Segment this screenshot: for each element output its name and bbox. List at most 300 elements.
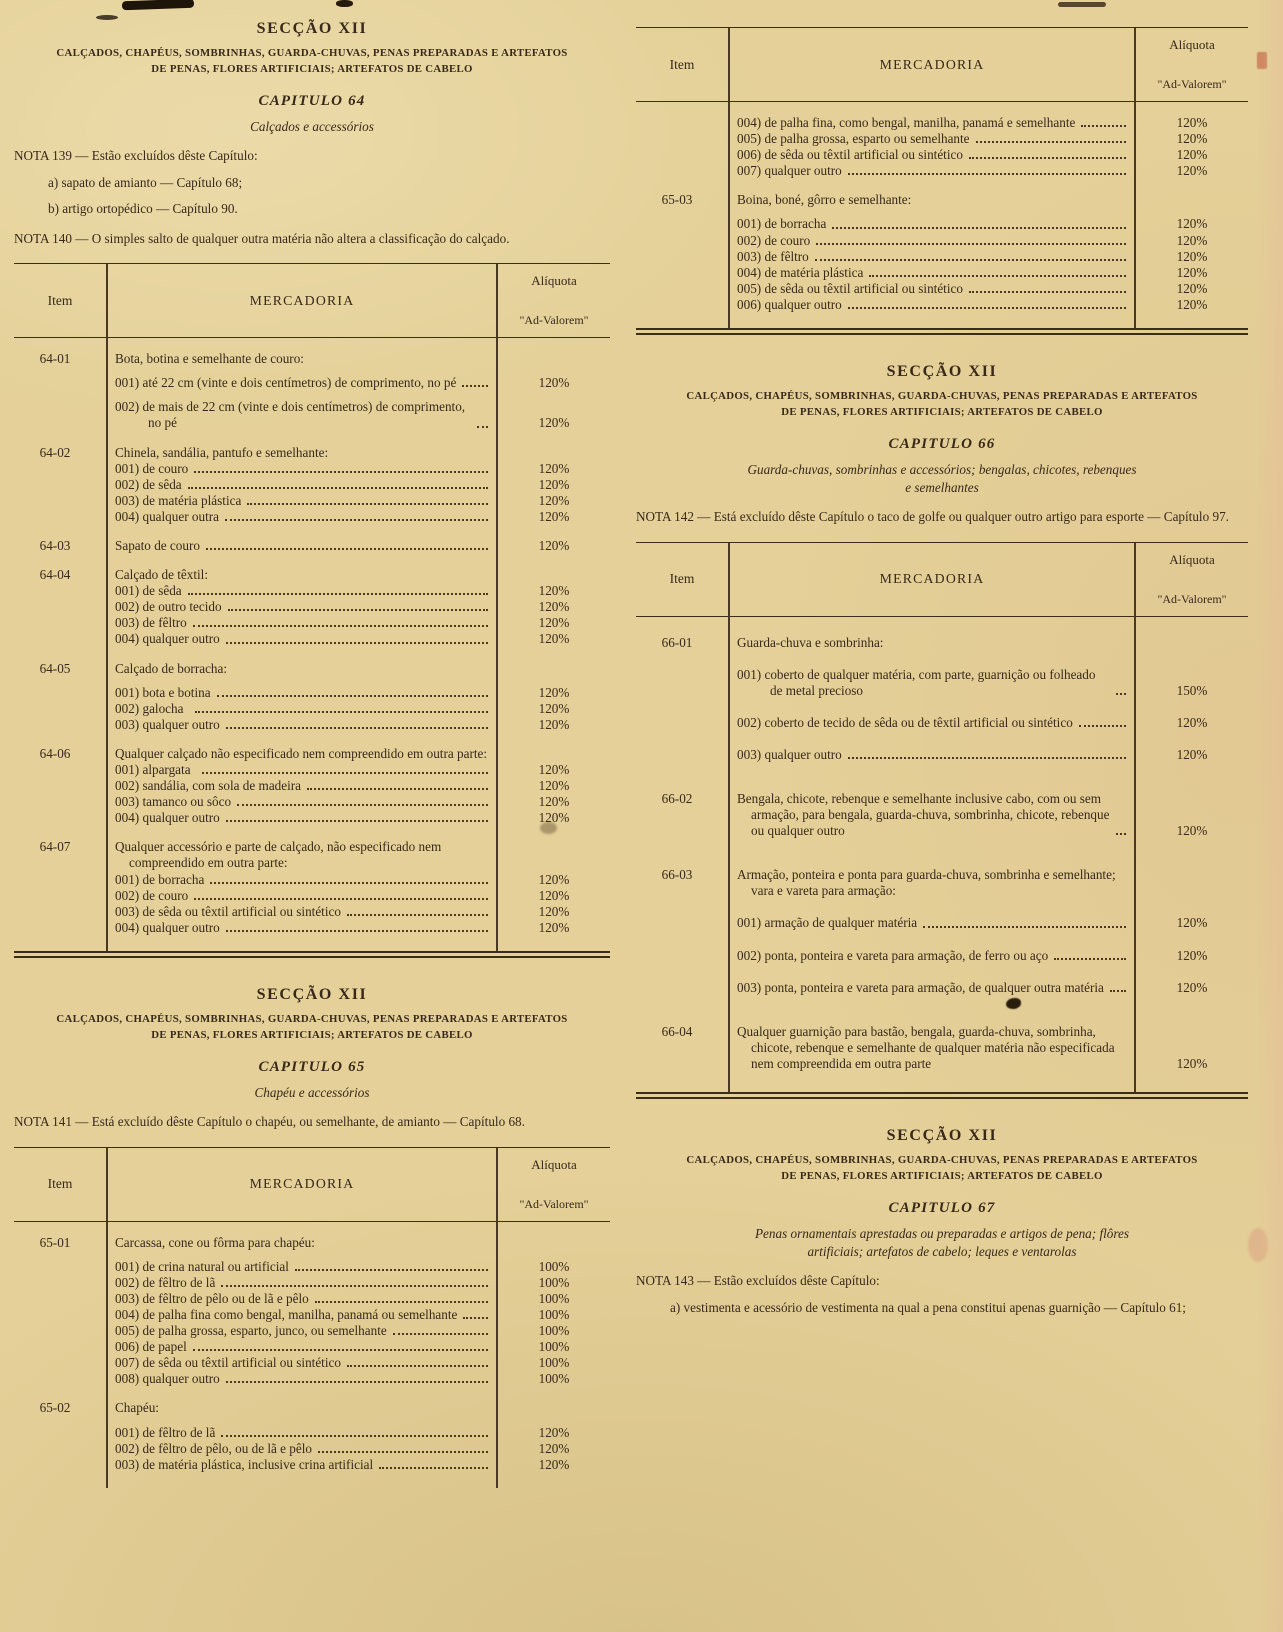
entry-text: 003) ponta, ponteira e vareta para armação, de qualquer outra matéria	[737, 979, 1104, 995]
table-entry-row	[14, 375, 610, 391]
aliquota-value: 120%	[1176, 1055, 1208, 1071]
entry	[728, 948, 1136, 964]
item-code: 64-04	[39, 567, 71, 583]
entry	[106, 631, 498, 647]
entry-text: Calçado de têxtil:	[115, 567, 209, 583]
dot-leader	[226, 631, 488, 643]
entry	[728, 980, 1136, 996]
table-entry-row	[14, 615, 610, 631]
aliquota-cell	[1136, 791, 1248, 839]
entry	[106, 351, 498, 367]
dot-leader	[393, 1323, 488, 1335]
header-advalorem-label: "Ad-Valorem"	[1157, 77, 1227, 91]
dot-leader	[217, 685, 488, 697]
entry-text: Qualquer guarnição para bastão, bengala, guarda-chuva, sombrinha, chicote, rebenque e semelhante de qualquer matéria não especificada nem compreendida em outra parte	[737, 1023, 1115, 1071]
dot-leader	[193, 615, 488, 627]
header-advalorem-label: "Ad-Valorem"	[1157, 591, 1227, 606]
entry-text: 002) de outro tecido	[115, 599, 222, 615]
header-advalorem-label: "Ad-Valorem"	[519, 313, 589, 328]
table-entry-row	[14, 920, 610, 936]
table-entry-row	[14, 1259, 610, 1275]
chapter-header	[14, 1059, 610, 1102]
tariff-table	[14, 1147, 610, 1488]
table-entry-row	[14, 631, 610, 647]
chapter-subtitle-line: Guarda-chuvas, sombrinhas e accessórios; bengalas, chicotes, rebenques	[747, 462, 1137, 478]
table-entry-row	[14, 904, 610, 920]
aliquota-cell	[498, 599, 610, 615]
aliquota-value: 120%	[538, 810, 570, 826]
aliquota-value: 120%	[1176, 163, 1208, 179]
header-mercadoria-label: MERCADORIA	[879, 571, 985, 587]
column-rule-left	[728, 28, 730, 328]
entry-text: Bengala, chicote, rebenque e semelhante inclusive cabo, com ou sem armação, para bengala, guarda-chuva, sombrinha, chicote, rebenque ou qualquer outro	[737, 790, 1110, 839]
header-aliquota-label: Alíquota	[531, 1156, 577, 1172]
aliquota-value: 100%	[538, 1339, 570, 1355]
section-header	[14, 20, 610, 77]
entry-text: 001) de crina natural ou artificial	[115, 1258, 289, 1274]
aliquota-cell	[1136, 1024, 1248, 1072]
entry-text: 001) de couro	[115, 460, 189, 476]
entry	[106, 1339, 498, 1355]
header-aliquota	[498, 1148, 610, 1221]
section-title: SECÇÃO XII	[886, 1127, 998, 1145]
table-entry-row	[14, 810, 610, 826]
aliquota-cell	[498, 538, 610, 554]
dot-leader	[202, 762, 488, 774]
aliquota-value: 150%	[1176, 682, 1208, 698]
aliquota-cell	[498, 685, 610, 701]
aliquota-cell	[1136, 948, 1248, 964]
item-code: 65-02	[39, 1400, 71, 1416]
aliquota-value: 120%	[538, 460, 570, 476]
entry	[728, 667, 1136, 699]
entry-text: Armação, ponteira e ponta para guarda-chuva, sombrinha e semelhante; vara e vareta para armação:	[737, 867, 1116, 899]
entry-text: 006) qualquer outro	[737, 296, 842, 312]
section-title: SECÇÃO XII	[886, 363, 998, 381]
aliquota-value: 120%	[538, 903, 570, 919]
aliquota-cell	[498, 717, 610, 733]
entry	[106, 493, 498, 509]
chapter-title: CAPITULO 64	[258, 93, 366, 110]
section-subtitle-line: CALÇADOS, CHAPÉUS, SOMBRINHAS, GUARDA-CHUVAS, PENAS PREPARADAS E ARTEFATOS	[686, 390, 1198, 403]
aliquota-value: 120%	[538, 631, 570, 647]
chapter-title: CAPITULO 67	[888, 1200, 996, 1217]
aliquota-cell	[498, 567, 610, 583]
dot-leader	[832, 216, 1126, 228]
item-code	[14, 794, 106, 810]
item-code	[14, 810, 106, 826]
header-item-label: Item	[669, 56, 695, 72]
item-code: 64-03	[39, 537, 71, 553]
aliquota-cell	[498, 1323, 610, 1339]
table-entry-row	[14, 778, 610, 794]
dot-leader	[1116, 791, 1126, 835]
aliquota-cell	[498, 615, 610, 631]
aliquota-value: 120%	[538, 415, 570, 431]
aliquota-cell	[498, 583, 610, 599]
aliquota-cell	[498, 1275, 610, 1291]
item-code	[14, 920, 106, 936]
dot-leader	[848, 163, 1126, 175]
item-code	[14, 631, 106, 647]
item-code	[636, 948, 728, 964]
entry-text: 007) qualquer outro	[737, 163, 842, 179]
table-entry-row	[14, 493, 610, 509]
tariff-table	[636, 542, 1248, 1100]
aliquota-value: 100%	[538, 1355, 570, 1371]
item-code	[14, 1355, 106, 1371]
dot-leader	[462, 375, 488, 387]
dot-leader	[1054, 948, 1126, 960]
dot-leader	[307, 778, 488, 790]
entry	[728, 747, 1136, 763]
dot-leader	[1110, 980, 1126, 992]
entry	[106, 810, 498, 826]
entry	[728, 147, 1136, 163]
dot-leader	[969, 281, 1126, 293]
entry-text: 002) de couro	[737, 232, 811, 248]
aliquota-cell	[498, 1291, 610, 1307]
entry	[106, 920, 498, 936]
aliquota-cell	[498, 631, 610, 647]
dot-leader	[848, 747, 1126, 759]
aliquota-cell	[498, 1400, 610, 1416]
entry	[106, 685, 498, 701]
two-column-layout	[14, 12, 1273, 1488]
dot-leader	[206, 538, 488, 550]
header-mercadoria-label: MERCADORIA	[249, 1176, 355, 1192]
entry-text: 001) coberto de qualquer matéria, com parte, guarnição ou folheado de metal precioso	[737, 666, 1096, 698]
table-entry-row	[14, 599, 610, 615]
entry-text: 003) qualquer outro	[737, 746, 842, 762]
item-code	[636, 915, 728, 931]
item-code: 64-02	[39, 444, 71, 460]
entry	[106, 599, 498, 615]
aliquota-cell	[1136, 192, 1248, 208]
entry-text: 004) qualquer outro	[115, 810, 220, 826]
entry	[106, 717, 498, 733]
table-entry-row	[14, 685, 610, 701]
entry-text: 008) qualquer outro	[115, 1371, 220, 1387]
item-code	[636, 265, 728, 281]
aliquota-value: 120%	[1176, 947, 1208, 963]
section-subtitle-line: CALÇADOS, CHAPÉUS, SOMBRINHAS, GUARDA-CHUVAS, PENAS PREPARADAS E ARTEFATOS	[56, 47, 568, 59]
aliquota-cell	[1136, 216, 1248, 232]
table-entry-row	[14, 399, 610, 431]
aliquota-cell	[498, 1259, 610, 1275]
entry-text: Qualquer calçado não especificado nem compreendido em outra parte:	[115, 745, 488, 761]
item-code	[636, 297, 728, 313]
column-rule-right	[496, 264, 498, 951]
dot-leader	[463, 1307, 488, 1319]
note-item: a) sapato de amianto — Capítulo 68;	[48, 174, 243, 190]
entry	[728, 163, 1136, 179]
aliquota-cell	[498, 888, 610, 904]
aliquota-value: 120%	[1176, 115, 1208, 130]
item-code	[14, 1441, 106, 1457]
table-entry-row	[14, 661, 610, 677]
item-code: 66-03	[661, 867, 693, 883]
entry	[106, 762, 498, 778]
aliquota-cell	[498, 778, 610, 794]
aliquota-cell	[1136, 980, 1248, 996]
aliquota-value: 120%	[538, 871, 570, 887]
table-entry-row	[14, 762, 610, 778]
entry-text: 001) de sêda	[115, 583, 182, 599]
table-entry-row	[14, 1235, 610, 1251]
entry	[728, 265, 1136, 281]
aliquota-value: 120%	[1176, 264, 1208, 280]
entry	[106, 746, 498, 762]
entry-text: 006) de papel	[115, 1339, 187, 1355]
item-code	[14, 493, 106, 509]
section-subtitle-line: DE PENAS, FLORES ARTIFICIAIS; ARTEFATOS DE CABELO	[781, 1170, 1103, 1183]
entry	[106, 1323, 498, 1339]
entry	[106, 839, 498, 871]
aliquota-cell	[498, 1371, 610, 1387]
dot-leader	[295, 1259, 488, 1271]
entry	[728, 715, 1136, 731]
aliquota-cell	[498, 493, 610, 509]
table-body	[14, 1222, 610, 1488]
entry-text: 001) armação de qualquer matéria	[737, 915, 918, 931]
header-advalorem-label: "Ad-Valorem"	[519, 1196, 589, 1211]
entry	[106, 661, 498, 677]
entry	[106, 888, 498, 904]
aliquota-cell	[1136, 115, 1248, 131]
aliquota-cell	[1136, 915, 1248, 931]
header-aliquota-label: Alíquota	[1169, 551, 1215, 567]
dot-leader	[869, 265, 1126, 277]
aliquota-value: 120%	[538, 778, 570, 794]
item-code	[14, 904, 106, 920]
chapter-header	[14, 93, 610, 136]
entry-text: 003) de fêltro	[737, 248, 809, 264]
entry-text: 002) de mais de 22 cm (vinte e dois centímetros) de comprimento, no pé	[115, 399, 466, 431]
item-code	[14, 701, 106, 717]
item-code	[14, 509, 106, 525]
right-column	[636, 12, 1248, 1488]
item-code: 66-02	[661, 790, 693, 806]
entry-text: 006) de sêda ou têxtil artificial ou sintético	[737, 147, 963, 163]
note-item: b) artigo ortopédico — Capítulo 90.	[48, 201, 238, 217]
aliquota-cell	[1136, 131, 1248, 147]
aliquota-cell	[1136, 281, 1248, 297]
table-entry-row	[14, 794, 610, 810]
section-header	[636, 363, 1248, 420]
chapter-header	[636, 436, 1248, 497]
section-subtitle-line: DE PENAS, FLORES ARTIFICIAIS; ARTEFATOS DE CABELO	[781, 406, 1103, 419]
aliquota-value: 120%	[538, 700, 570, 716]
aliquota-cell	[498, 1457, 610, 1473]
aliquota-cell	[498, 1425, 610, 1441]
item-code: 65-03	[661, 192, 693, 208]
table-entry-row	[14, 1307, 610, 1323]
aliquota-cell	[498, 794, 610, 810]
note-paragraph: NOTA 140 — O simples salto de qualquer outra matéria não altera a classificação do calçado.	[14, 230, 510, 246]
aliquota-value: 120%	[538, 762, 570, 777]
item-code: 66-01	[661, 634, 693, 650]
section-subtitle-line: CALÇADOS, CHAPÉUS, SOMBRINHAS, GUARDA-CHUVAS, PENAS PREPARADAS E ARTEFATOS	[686, 1154, 1198, 1167]
entry-text: 004) qualquer outra	[115, 508, 219, 524]
table-entry-row	[14, 567, 610, 583]
item-code	[636, 249, 728, 265]
table-entry-row	[14, 888, 610, 904]
note-paragraph: NOTA 142 — Está excluído dêste Capítulo o taco de golfe ou qualquer outro artigo para esporte — Capítulo 97.	[636, 509, 1229, 525]
table-header	[14, 1148, 610, 1222]
aliquota-value: 120%	[1176, 131, 1208, 147]
entry	[106, 701, 498, 717]
item-code	[636, 747, 728, 763]
aliquota-cell	[1136, 867, 1248, 899]
dot-leader	[188, 583, 488, 595]
note-paragraph: NOTA 139 — Estão excluídos dêste Capítulo:	[14, 148, 258, 164]
aliquota-cell	[498, 1235, 610, 1251]
aliquota-value: 100%	[538, 1258, 570, 1274]
table-entry-row	[14, 717, 610, 733]
entry	[106, 1425, 498, 1441]
section-title: SECÇÃO XII	[256, 20, 368, 37]
tariff-table	[636, 27, 1248, 335]
dot-leader	[225, 509, 488, 521]
aliquota-value: 100%	[538, 1323, 570, 1339]
item-code	[14, 872, 106, 888]
entry-text: 002) coberto de tecido de sêda ou de têxtil artificial ou sintético	[737, 714, 1073, 730]
item-code	[14, 1275, 106, 1291]
dot-leader	[1116, 667, 1126, 695]
dot-leader	[226, 717, 488, 729]
aliquota-cell	[1136, 715, 1248, 731]
item-code	[636, 163, 728, 179]
aliquota-cell	[498, 762, 610, 778]
item-code	[14, 599, 106, 615]
aliquota-cell	[1136, 265, 1248, 281]
chapter-subtitle-line: e semelhantes	[905, 480, 979, 496]
dot-leader	[318, 1441, 488, 1453]
entry	[106, 615, 498, 631]
item-code	[14, 615, 106, 631]
chapter-subtitle-line: Chapéu e accessórios	[254, 1085, 370, 1101]
aliquota-cell	[498, 375, 610, 391]
entry-text: 003) de matéria plástica, inclusive crina artificial	[115, 1456, 374, 1472]
entry-text: Sapato de couro	[115, 537, 200, 553]
header-aliquota-label: Alíquota	[1169, 37, 1215, 52]
item-code	[636, 715, 728, 731]
item-code	[14, 1259, 106, 1275]
item-code: 64-05	[39, 660, 71, 676]
aliquota-value: 100%	[538, 1274, 570, 1290]
aliquota-value: 120%	[538, 583, 570, 599]
entry	[106, 1291, 498, 1307]
table-body	[14, 338, 610, 951]
section-subtitle-line: CALÇADOS, CHAPÉUS, SOMBRINHAS, GUARDA-CHUVAS, PENAS PREPARADAS E ARTEFATOS	[56, 1012, 568, 1025]
item-code	[14, 375, 106, 391]
aliquota-cell	[1136, 635, 1248, 651]
aliquota-value: 120%	[1176, 296, 1208, 312]
section-subtitle-line: DE PENAS, FLORES ARTIFICIAIS; ARTEFATOS DE CABELO	[151, 63, 473, 76]
entry	[106, 375, 498, 391]
entry-text: 001) até 22 cm (vinte e dois centímetros) de comprimento, no pé	[115, 375, 457, 391]
table-entry-row	[14, 1291, 610, 1307]
aliquota-value: 120%	[538, 794, 570, 810]
entry-text: Qualquer accessório e parte de calçado, não especificado nem compreendido em outra parte:	[115, 839, 442, 871]
aliquota-value: 100%	[538, 1371, 570, 1387]
aliquota-value: 120%	[538, 1424, 570, 1440]
item-code	[636, 233, 728, 249]
note-paragraph: NOTA 141 — Está excluído dêste Capítulo o chapéu, ou semelhante, de amianto — Capítulo 68.	[14, 1114, 525, 1130]
aliquota-value: 120%	[538, 508, 570, 524]
entry-text: 001) bota e botina	[115, 684, 211, 700]
item-code	[14, 778, 106, 794]
note-item: a) vestimenta e acessório de vestimenta na qual a pena constitui apenas guarnição — Capítulo 61;	[670, 1299, 1186, 1315]
section-header	[14, 986, 610, 1043]
entry	[106, 583, 498, 599]
aliquota-cell	[498, 351, 610, 367]
table-header	[14, 264, 610, 338]
item-code: 64-06	[39, 745, 71, 761]
dot-leader	[188, 477, 488, 489]
aliquota-cell	[498, 746, 610, 762]
item-code	[14, 399, 106, 431]
entry	[728, 867, 1136, 899]
item-code	[636, 667, 728, 699]
item-code	[14, 762, 106, 778]
entry-text: 001) de borracha	[737, 216, 827, 232]
dot-leader	[195, 701, 488, 713]
entry-text: 003) de sêda ou têxtil artificial ou sintético	[115, 903, 341, 919]
entry	[728, 249, 1136, 265]
entry	[728, 192, 1136, 208]
table-entry-row	[14, 746, 610, 762]
item-code	[14, 1371, 106, 1387]
entry-text: 002) de sêda	[115, 476, 182, 492]
aliquota-value: 120%	[538, 887, 570, 903]
dot-leader	[976, 131, 1126, 143]
aliquota-cell	[498, 1355, 610, 1371]
entry-text: 004) de palha fina como bengal, manilha, panamá ou semelhante	[115, 1306, 458, 1322]
table-entry-row	[14, 445, 610, 461]
column-rule-left	[728, 543, 730, 1093]
aliquota-cell	[498, 904, 610, 920]
entry-text: Chinela, sandália, pantufo e semelhante:	[115, 444, 329, 460]
table-entry-row	[14, 583, 610, 599]
dot-leader	[816, 233, 1126, 245]
aliquota-cell	[498, 701, 610, 717]
item-code	[14, 685, 106, 701]
table-entry-row	[14, 701, 610, 717]
aliquota-cell	[498, 872, 610, 888]
item-code	[14, 1425, 106, 1441]
item-code: 64-01	[39, 351, 71, 367]
aliquota-cell	[1136, 233, 1248, 249]
entry	[106, 1307, 498, 1323]
aliquota-cell	[498, 1441, 610, 1457]
entry-text: Guarda-chuva e sombrinha:	[737, 634, 884, 650]
entry-text: 004) qualquer outro	[115, 919, 220, 935]
dot-leader	[237, 794, 488, 806]
aliquota-value: 120%	[538, 1456, 570, 1472]
aliquota-value: 120%	[538, 615, 570, 631]
aliquota-cell	[498, 509, 610, 525]
dot-leader	[194, 888, 488, 900]
dot-leader	[210, 872, 488, 884]
entry-text: 002) de couro	[115, 887, 189, 903]
entry-text: 001) de borracha	[115, 871, 205, 887]
chapter-title: CAPITULO 66	[888, 436, 996, 453]
aliquota-value: 120%	[538, 599, 570, 615]
entry	[106, 1400, 498, 1416]
item-code	[636, 115, 728, 131]
